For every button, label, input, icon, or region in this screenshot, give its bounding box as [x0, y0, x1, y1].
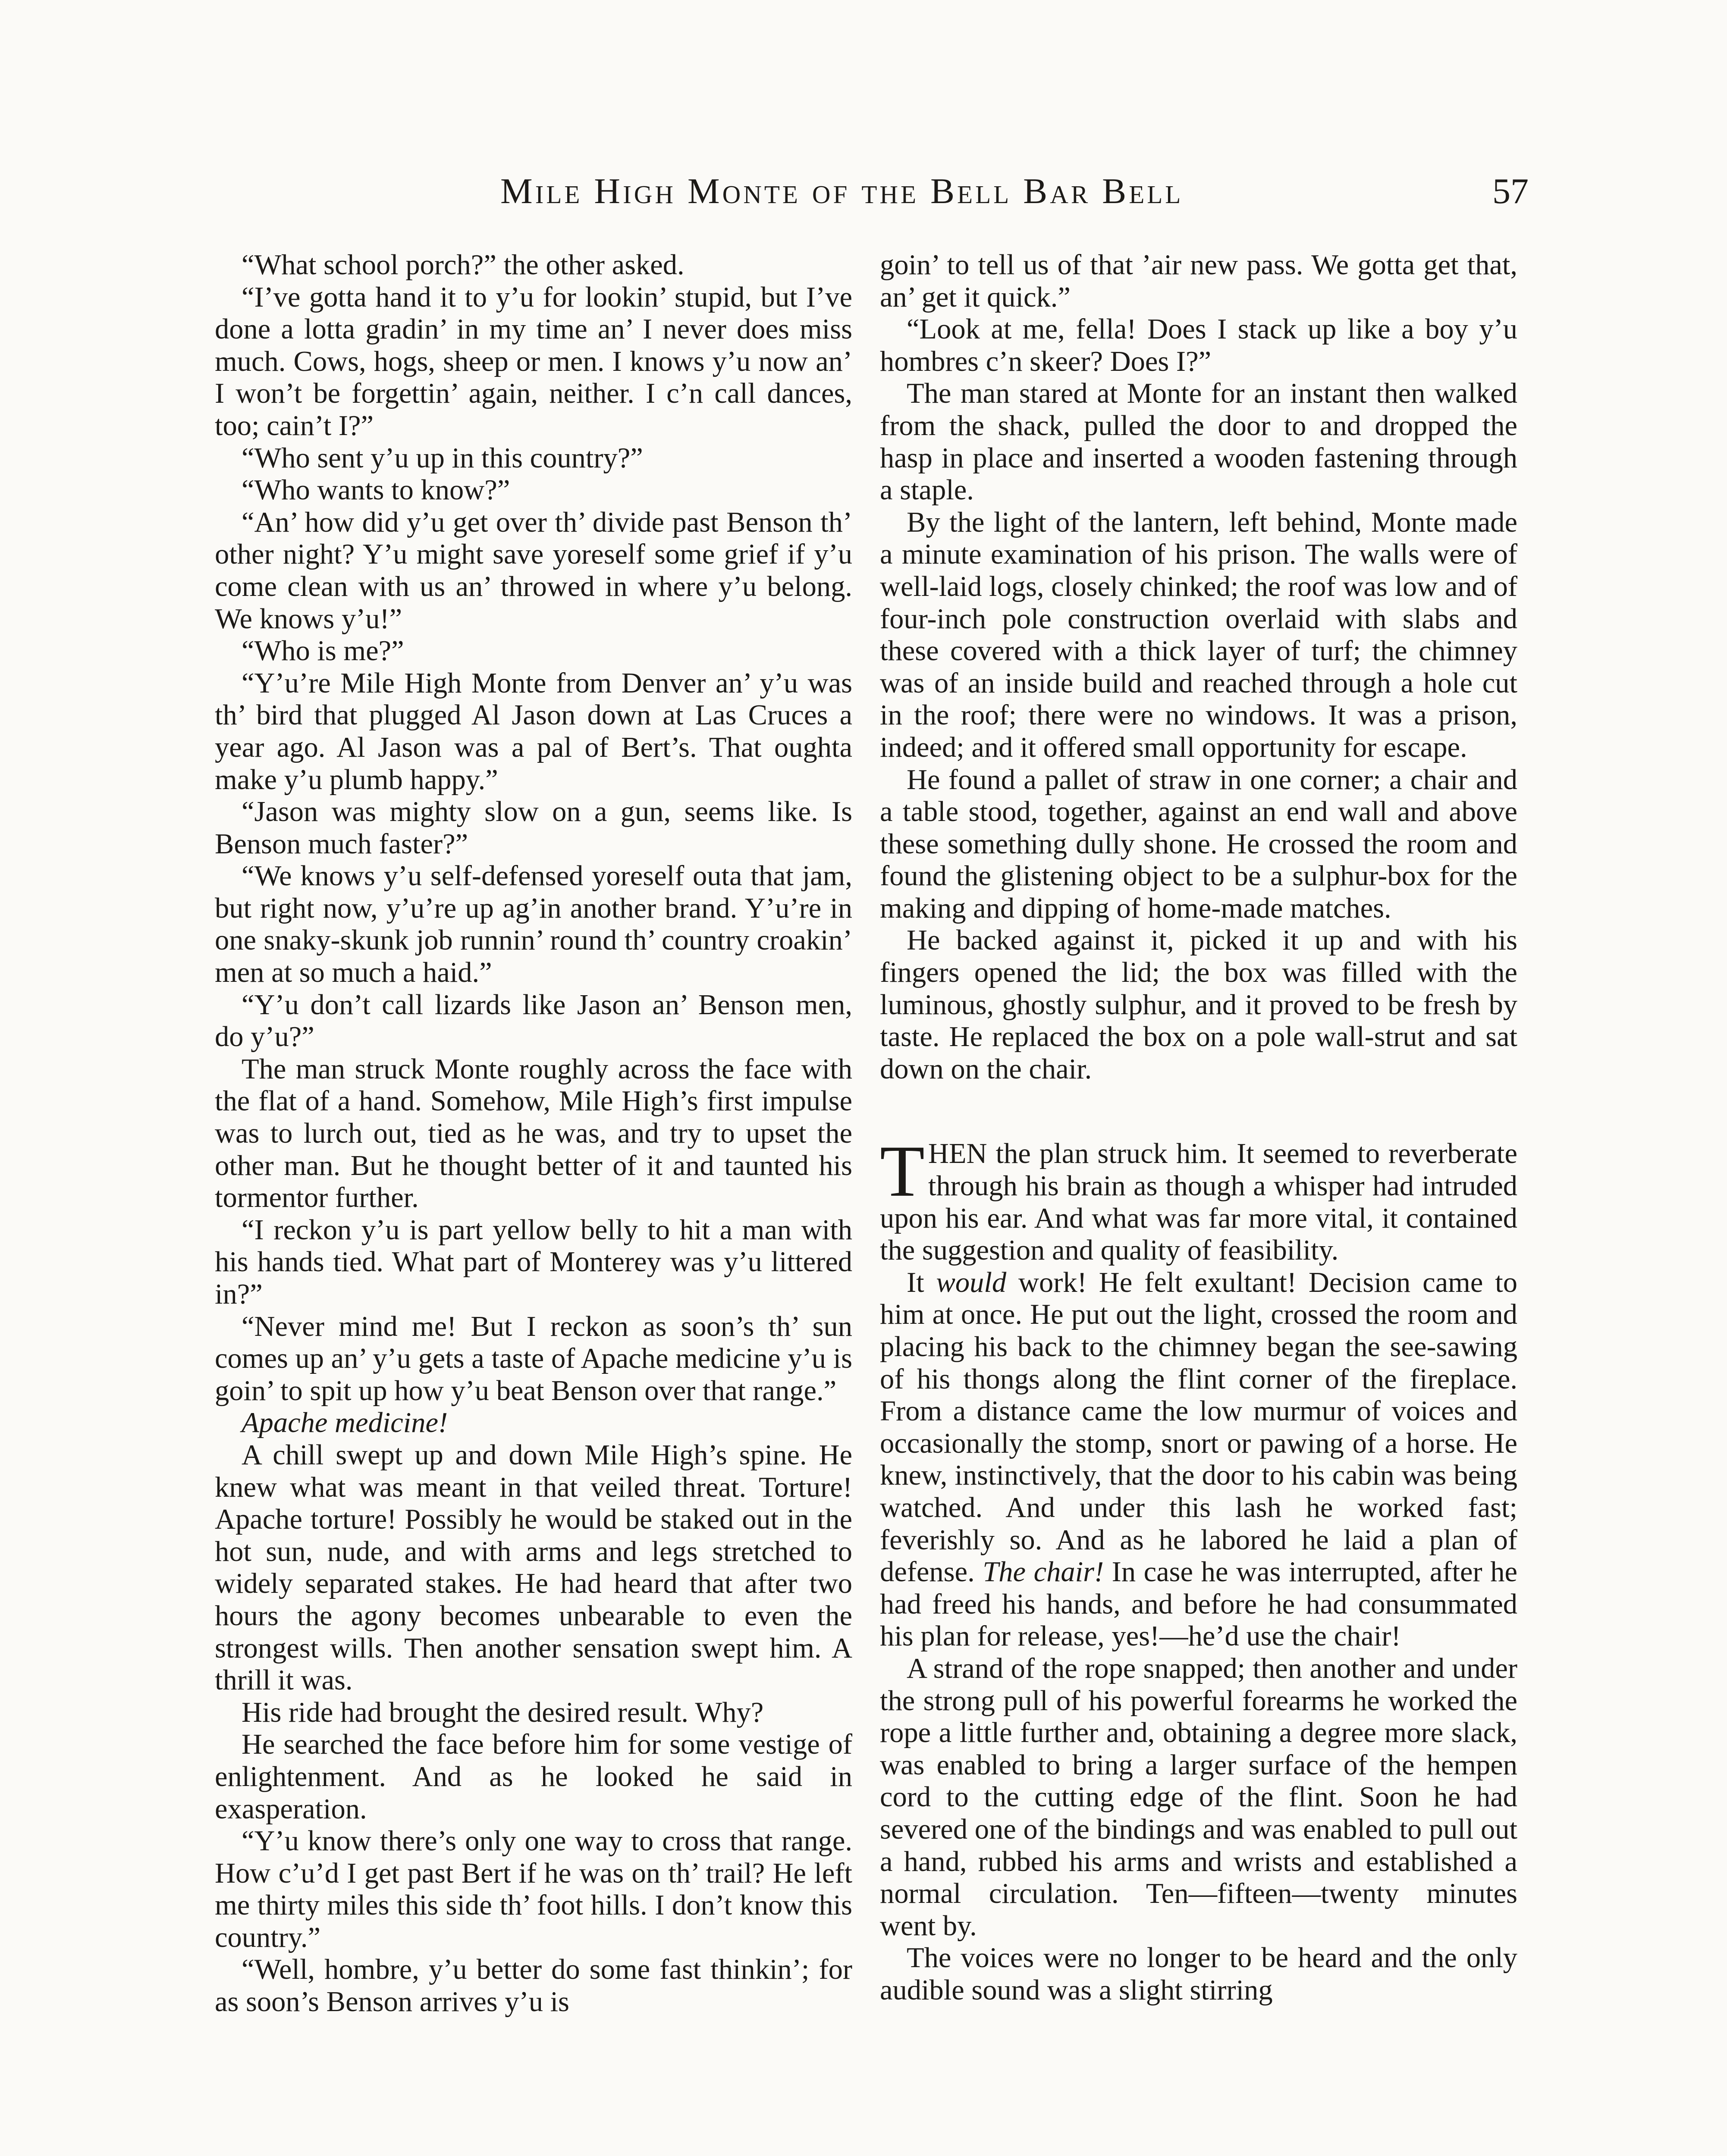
paragraph: “Y’u don’t call lizards like Jason an’ Benson men, do y’u?” — [215, 989, 852, 1053]
paragraph: “Who is me?” — [242, 635, 404, 667]
paragraph: “I’ve gotta hand it to y’u for lookin’ stupid, but I’ve done a lotta gradin’ in my time an’ I never does miss much. Cows, hogs, sheep or men. I knows y’u now an’ I won’t be forgettin’ again, neither. I c’n call dances, too; cain’t I?” — [215, 281, 852, 442]
text-run: In case he was interrupted, after he had freed his hands, and before he had consummated his plan for release, yes!—he’d use the chair! — [880, 1556, 1517, 1652]
paragraph: By the light of the lantern, left behind, Monte made a minute examination of his prison. The walls were of well-laid logs, closely chinked; the roof was low and of four-inch pole construction overlaid with slabs and these covered with a thick layer of turf; the chimney was of an inside build and reached through a hole cut in the roof; there were no windows. It was a prison, indeed; and it offered small opportunity for escape. — [880, 506, 1517, 763]
paragraph: “Well, hombre, y’u better do some fast thinkin’; for as soon’s Benson arrives y’u is — [215, 1954, 852, 2018]
paragraph: “Y’u know there’s only one way to cross that range. How c’u’d I get past Bert if he was on th’ trail? He left me thirty miles this side th’ foot hills. I don’t know this country.” — [215, 1825, 852, 1953]
emphasis: would — [936, 1266, 1007, 1298]
emphasis: The chair! — [983, 1556, 1104, 1588]
paragraph: “Never mind me! But I reckon as soon’s th’ sun comes up an’ y’u gets a taste of Apache medicine y’u is goin’ to spit up how y’u beat Benson over that range.” — [215, 1310, 852, 1407]
right-column — [880, 249, 1517, 2006]
paragraph: He searched the face before him for some vestige of enlightenment. And as he looked he said in exasperation. — [215, 1729, 852, 1825]
opening-text: HEN the plan struck him. It seemed to reverberate through his brain as though a whisper had intruded upon his ear. And what was far more vital, it contained the suggestion and quality of feasibility. — [880, 1138, 1517, 1266]
paragraph: A strand of the rope snapped; then another and under the strong pull of his powerful forearms he worked the rope a little further and, obtaining a degree more slack, was enabled to bring a larger surface of the hempen cord to the cutting edge of the flint. Soon he had severed one of the bindings and was enabled to pull out a hand, rubbed his arms and wrists and established a normal circulation. Ten—fifteen—twenty minutes went by. — [880, 1652, 1517, 1942]
paragraph: The voices were no longer to be heard and the only audible sound was a slight stirring — [880, 1942, 1517, 2006]
paragraph: He found a pallet of straw in one corner; a chair and a table stood, together, against an end wall and above these something dully shone. He crossed the room and found the glistening object to be a sulphur-box for the making and dipping of home-made matches. — [880, 764, 1517, 924]
drop-cap: T — [880, 1131, 925, 1212]
paragraph: “Who wants to know?” — [242, 474, 510, 506]
text-run: work! He felt exultant! Decision came to him at once. He put out the light, crossed the room and placing his back to the chimney began the see-sawing of his thongs along the flint corner of the fireplace. From a distance came the low murmur of voices and occasionally the stomp, snort or pawing of a horse. He knew, instinctively, that the door to his cabin was being watched. And under this lash he worked fast; feverishly so. And as he labored he laid a plan of defense. — [880, 1266, 1517, 1588]
section-opening-paragraph — [880, 1131, 1517, 1266]
page-number: 57 — [1492, 171, 1529, 211]
italic-exclamation: Apache medicine! — [242, 1407, 448, 1439]
paragraph: The man stared at Monte for an instant then walked from the shack, pulled the door to and dropped the hasp in place and inserted a wooden fastening through a staple. — [880, 378, 1517, 506]
paragraph: He backed against it, picked it up and with his fingers opened the lid; the box was filled with the luminous, ghostly sulphur, and it proved to be fresh by taste. He replaced the box on a pole wall-strut and sat down on the chair. — [880, 924, 1517, 1085]
paragraph: “Y’u’re Mile High Monte from Denver an’ y’u was th’ bird that plugged Al Jason down at Las Cruces a year ago. Al Jason was a pal of Bert’s. That oughta make y’u plumb happy.” — [215, 667, 852, 796]
paragraph: A chill swept up and down Mile High’s spine. He knew what was meant in that veiled threat. Torture! Apache torture! Possibly he would be staked out in the hot sun, nude, and with arms and legs stretched to widely separated stakes. He had heard that after two hours the agony becomes unbearable to even the strongest wills. Then another sensation swept him. A thrill it was. — [215, 1439, 852, 1696]
section-break — [880, 1085, 1517, 1138]
paragraph: His ride had brought the desired result. Why? — [242, 1696, 764, 1728]
page-header — [0, 170, 1727, 222]
paragraph: “Jason was mighty slow on a gun, seems like. Is Benson much faster?” — [215, 796, 852, 860]
paragraph: “Who sent y’u up in this country?” — [242, 442, 643, 474]
text-run: It — [907, 1266, 936, 1298]
paragraph-continued: goin’ to tell us of that ’air new pass. We gotta get that, an’ get it quick.” — [880, 249, 1517, 313]
left-column — [215, 249, 852, 2018]
paragraph: “Look at me, fella! Does I stack up like a boy y’u hombres c’n skeer? Does I?” — [880, 313, 1517, 377]
paragraph: The man struck Monte roughly across the face with the flat of a hand. Somehow, Mile High’s first impulse was to lurch out, tied as he was, and try to upset the other man. But he thought better of it and taunted his tormentor further. — [215, 1053, 852, 1214]
running-head: Mile High Monte of the Bell Bar Bell — [500, 171, 1184, 211]
paragraph — [880, 1267, 1517, 1653]
paragraph: “An’ how did y’u get over th’ divide past Benson th’ other night? Y’u might save yoreself some grief if y’u come clean with us an’ throwed in where y’u belong. We knows y’u!” — [215, 506, 852, 635]
paragraph: “What school porch?” the other asked. — [242, 249, 685, 281]
paragraph: “I reckon y’u is part yellow belly to hit a man with his hands tied. What part of Monterey was y’u littered in?” — [215, 1214, 852, 1310]
paragraph: “We knows y’u self-defensed yoreself outa that jam, but right now, y’u’re up ag’in another brand. Y’u’re in one snaky-skunk job runnin’ round th’ country croakin’ men at so much a haid.” — [215, 860, 852, 989]
